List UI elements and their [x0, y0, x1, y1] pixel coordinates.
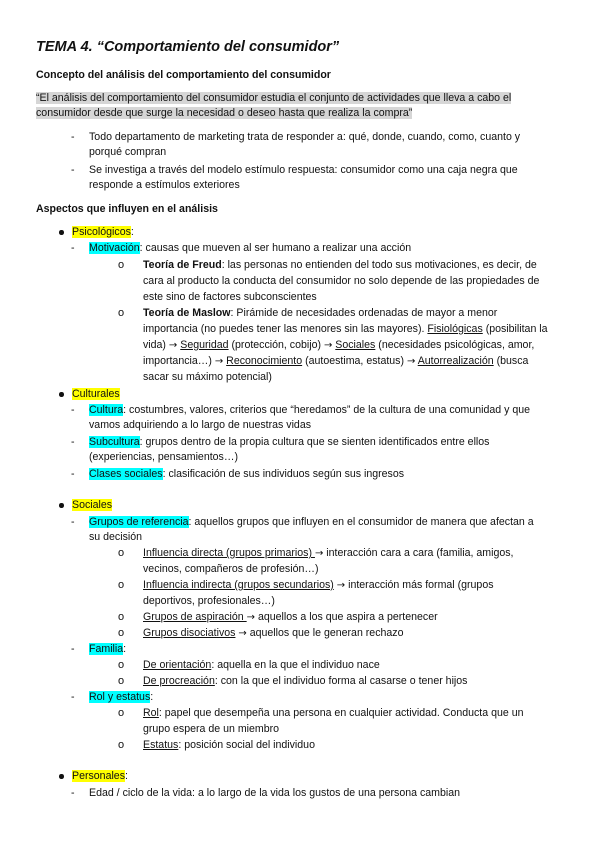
circle-marker: o: [118, 659, 125, 671]
dash-marker: -: [71, 516, 75, 528]
circle-marker: o: [118, 259, 125, 271]
circle-marker: o: [118, 579, 125, 591]
maslow-line-2: importancia (no puedes tener las menores sin las mayores). Fisiológicas (posibilitan la: [143, 323, 548, 335]
dash-marker: -: [71, 691, 75, 703]
maslow-line-3: vida) → Seguridad (protección, cobijo) → Sociales (necesidades psicológicas, amor,: [143, 339, 535, 351]
arrow-icon: →: [314, 548, 324, 559]
cultura-line-1: Cultura: costumbres, valores, criterios que “heredamos” de la cultura de una comunidad y que: [89, 404, 531, 416]
circle-marker: o: [118, 675, 125, 687]
arrow-icon: →: [246, 612, 256, 623]
dash-marker: -: [71, 164, 75, 176]
circle-marker: o: [118, 739, 125, 751]
arrow-icon: →: [238, 628, 247, 639]
document-title: TEMA 4. “Comportamiento del consumidor”: [36, 39, 340, 55]
maslow-line-4: importancia…) → Reconocimiento (autoestima, estatus) → Autorrealización (busca: [143, 355, 529, 367]
influencia-directa-line-1: Influencia directa (grupos primarios) → interacción cara a cara (familia, amigos,: [143, 547, 514, 559]
subcultura-line-1: Subcultura: grupos dentro de la propia cultura que se sienten identificados entre ellos: [89, 436, 490, 448]
section-heading-aspectos: Aspectos que influyen en el análisis: [36, 203, 218, 215]
dash-marker: -: [71, 436, 75, 448]
arrow-icon: →: [214, 356, 224, 367]
rol-line-2: grupo espera de un miembro: [143, 723, 280, 735]
influencia-indirecta-line-1: Influencia indirecta (grupos secundarios) → interacción más formal (grupos: [143, 579, 494, 591]
estatus: Estatus: posición social del individuo: [143, 739, 315, 751]
bullet-dot: [59, 503, 64, 508]
arrow-icon: →: [168, 340, 178, 351]
bullet-dot: [59, 392, 64, 397]
quote-line-1: “El análisis del comportamiento del consumidor estudia el conjunto de actividades que lleva a cabo el: [36, 92, 512, 104]
grupos-aspiracion: Grupos de aspiración → aquellos a los que aspira a pertenecer: [143, 611, 438, 623]
familia-procreacion: De procreación: con la que el individuo forma al casarse o tener hijos: [143, 675, 468, 687]
dash-marker: -: [71, 131, 75, 143]
quote-line-2: consumidor desde que surge la necesidad o deseo hasta que realiza la compra”: [36, 107, 413, 119]
arrow-icon: →: [323, 340, 333, 351]
category-psicologicos: Psicológicos:: [72, 226, 134, 238]
category-sociales: Sociales: [72, 499, 113, 511]
circle-marker: o: [118, 547, 125, 559]
grupos-disociativos: Grupos disociativos → aquellos que le generan rechazo: [143, 627, 404, 639]
bullet-1-line-2: porqué compran: [89, 146, 167, 158]
dash-marker: -: [71, 404, 75, 416]
bullet-2-line-2: responde a estímulos exteriores: [89, 179, 240, 191]
bullet-dot: [59, 774, 64, 779]
familia-orientacion: De orientación: aquella en la que el individuo nace: [143, 659, 380, 671]
circle-marker: o: [118, 611, 125, 623]
circle-marker: o: [118, 707, 125, 719]
cultura-line-2: vamos adquiriendo a lo largo de nuestras vidas: [89, 419, 312, 431]
dash-marker: -: [71, 787, 75, 799]
influencia-indirecta-line-2: deportivos, profesionales…): [143, 595, 275, 607]
category-personales: Personales:: [72, 770, 128, 782]
rol-line-1: Rol: papel que desempeña una persona en cualquier actividad. Conducta que un: [143, 707, 524, 719]
grupos-ref-line-1: Grupos de referencia: aquellos grupos que influyen en el consumidor de manera que afectan a: [89, 516, 534, 528]
arrow-icon: →: [406, 356, 416, 367]
maslow-line-5: sacar su máximo potencial): [143, 371, 272, 383]
dash-marker: -: [71, 242, 75, 254]
item-familia: Familia:: [89, 643, 127, 655]
circle-marker: o: [118, 627, 125, 639]
bullet-1-line-1: Todo departamento de marketing trata de responder a: qué, donde, cuando, como, cuanto y: [89, 131, 521, 143]
freud-line-2: cara al producto la conducta del consumidor no solo depende de las propiedades de: [143, 275, 540, 287]
item-rol-estatus: Rol y estatus:: [89, 691, 154, 703]
subcultura-line-2: (experiencias, pensamientos…): [89, 451, 238, 463]
section-heading-concepto: Concepto del análisis del comportamiento del consumidor: [36, 69, 331, 81]
clases-sociales: Clases sociales: clasificación de sus individuos según sus ingresos: [89, 468, 405, 480]
dash-marker: -: [71, 643, 75, 655]
maslow-line-1: Teoría de Maslow: Pirámide de necesidades ordenadas de mayor a menor: [143, 307, 498, 319]
category-culturales: Culturales: [72, 388, 120, 400]
bullet-2-line-1: Se investiga a través del modelo estímulo respuesta: consumidor como una caja negra que: [89, 164, 518, 176]
dash-marker: -: [71, 468, 75, 480]
edad-ciclo: Edad / ciclo de la vida: a lo largo de la vida los gustos de una persona cambian: [89, 787, 461, 799]
grupos-ref-line-2: su decisión: [89, 531, 142, 543]
freud-line-1: Teoría de Freud: las personas no entienden del todo sus motivaciones, es decir, de: [143, 259, 537, 271]
freud-line-3: este sino de factores subconscientes: [143, 291, 317, 303]
bullet-dot: [59, 230, 64, 235]
influencia-directa-line-2: vecinos, compañeros de profesión…): [143, 563, 319, 575]
item-motivacion: Motivación: causas que mueven al ser humano a realizar una acción: [89, 242, 412, 254]
arrow-icon: →: [336, 580, 346, 591]
circle-marker: o: [118, 307, 125, 319]
